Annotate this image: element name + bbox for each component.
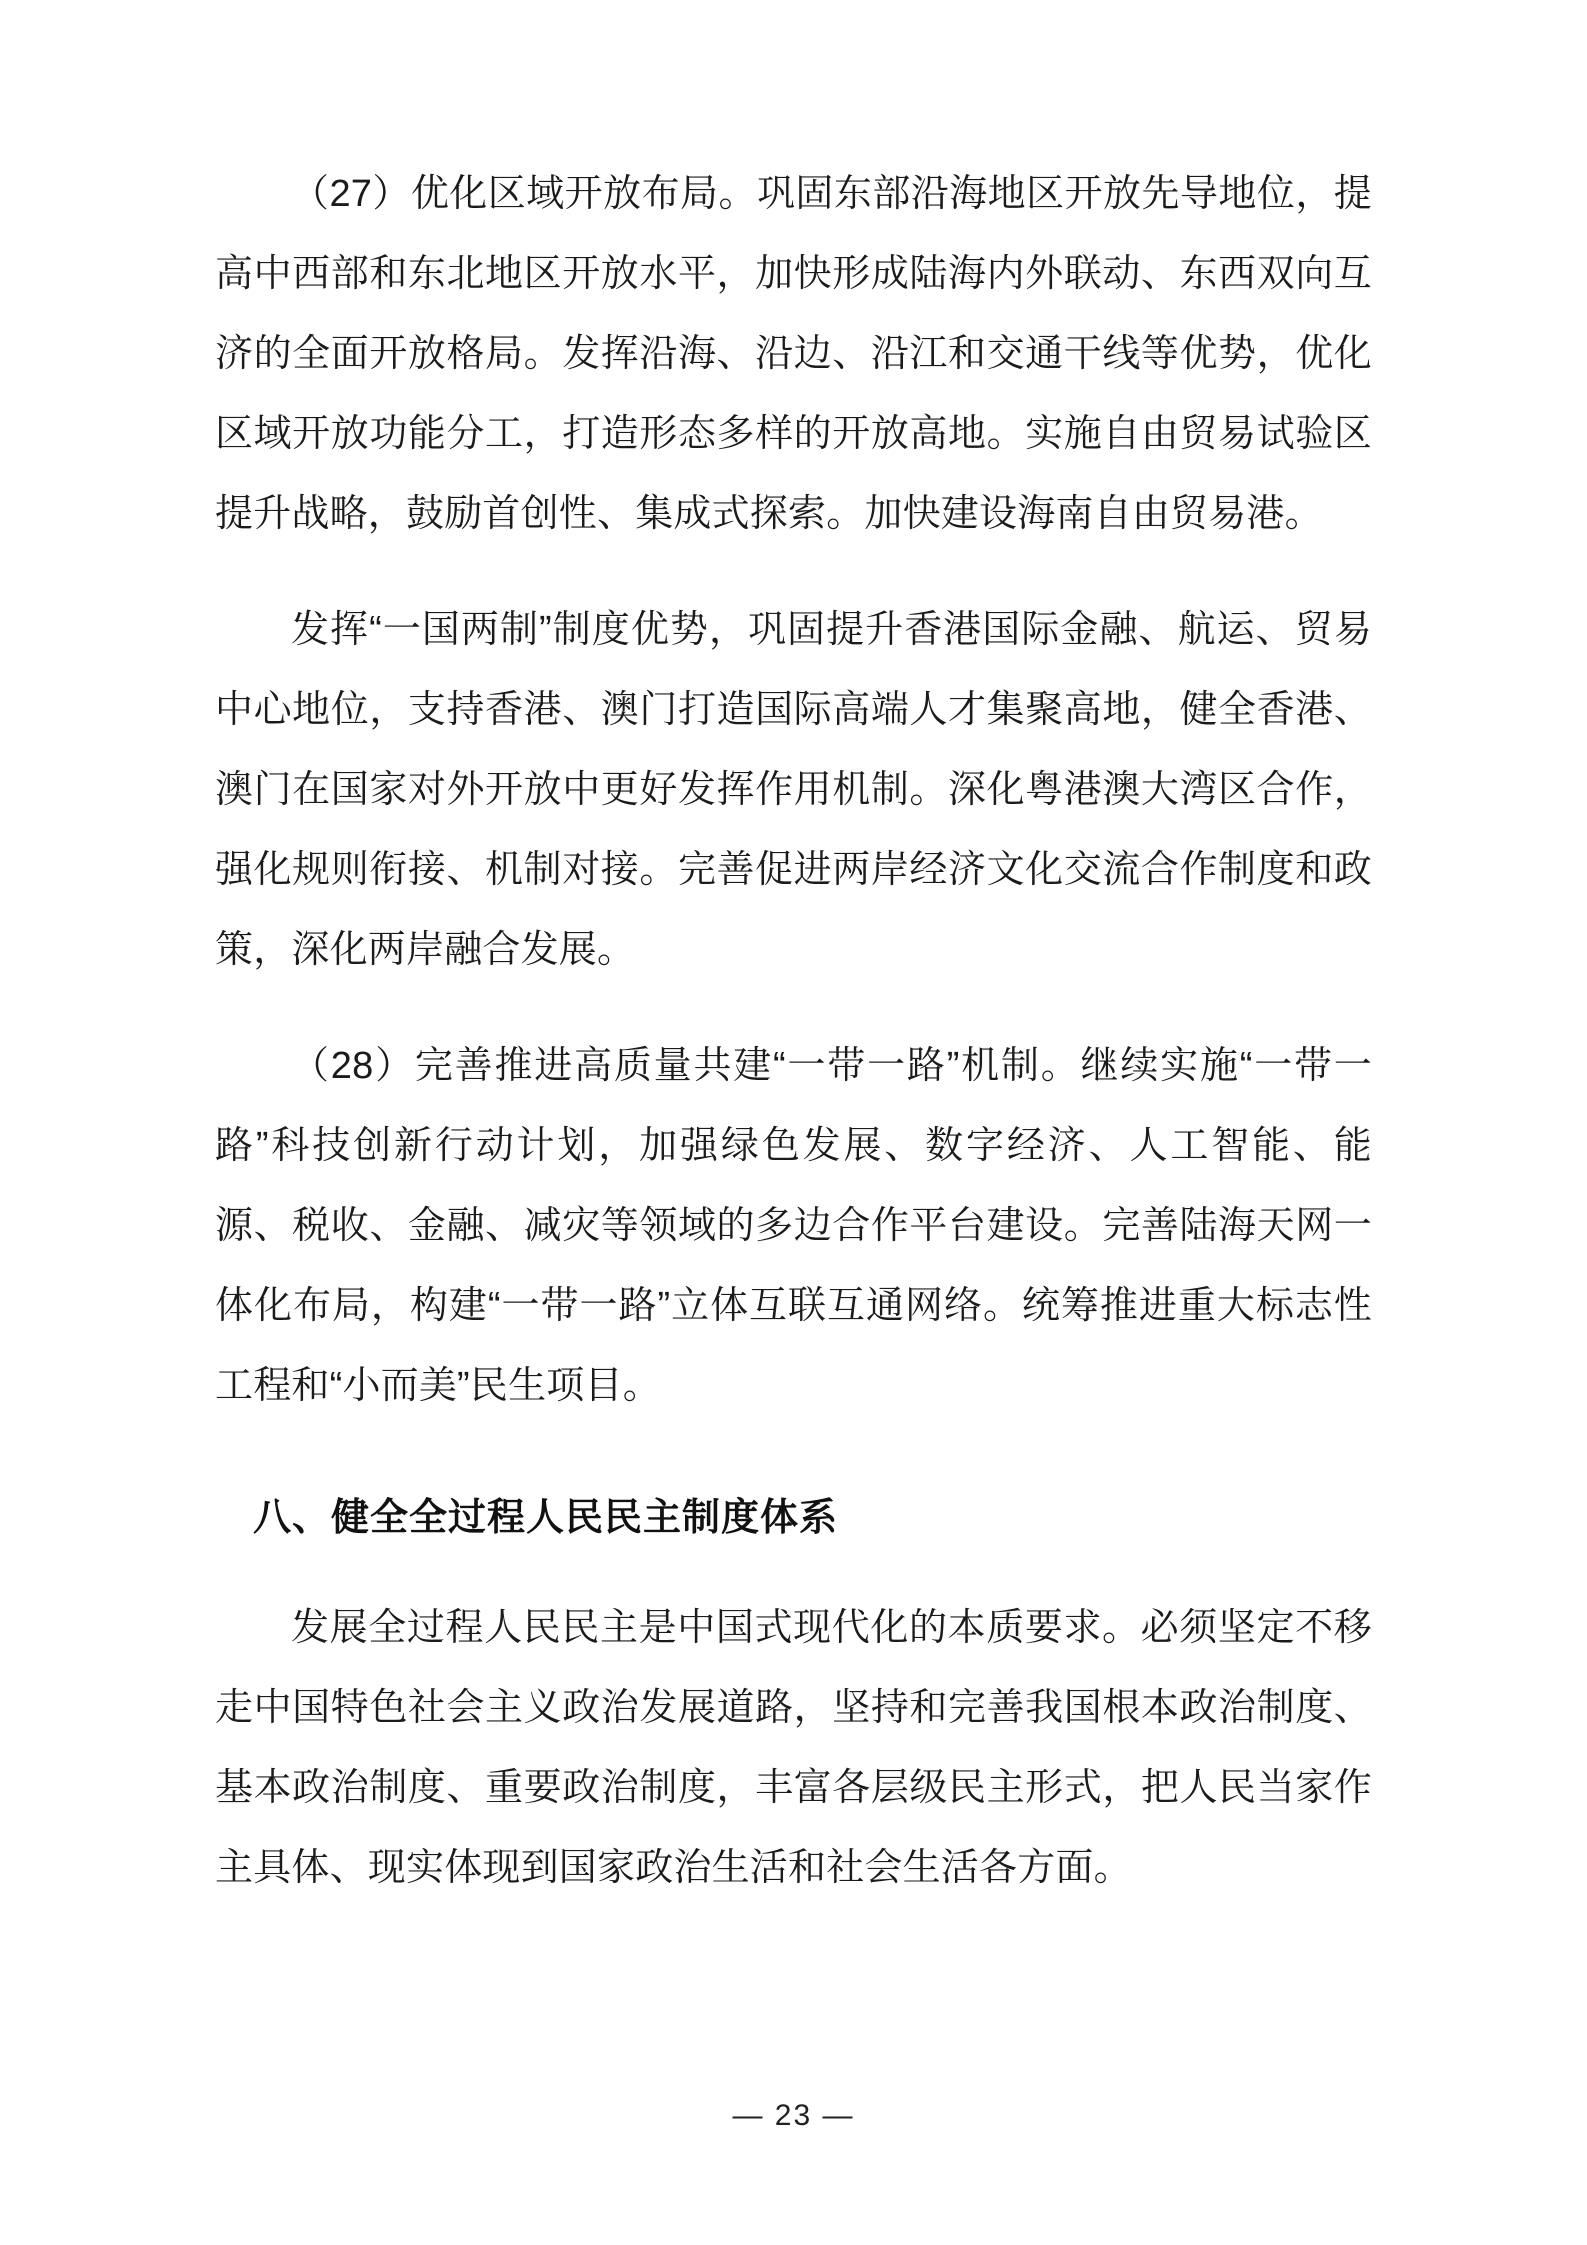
paragraph-28: （28）完善推进高质量共建“一带一路”机制。继续实施“一带一路”科技创新行动计划，加强绿色发展、数字经济、人工智能、能源、税收、金融、减灾等领域的多边合作平台建设。完善陆海天网一体化布局，构建“一带一路”立体互联互通网络。统筹推进重大标志性工程和“小而美”民生项目。 <box>215 1045 1372 1407</box>
page-number: — 23 — <box>732 2099 855 2132</box>
paragraph-hong-kong-macao: 发挥“一国两制”制度优势，巩固提升香港国际金融、航运、贸易中心地位，支持香港、澳门打造国际高端人才集聚高地，健全香港、澳门在国家对外开放中更好发挥作用机制。深化粤港澳大湾区合作，强化规则衔接、机制对接。完善促进两岸经济文化交流合作制度和政策，深化两岸融合发展。 <box>215 609 1372 971</box>
section-heading-eight: 八、健全全过程人民民主制度体系 <box>253 1497 839 1539</box>
paragraph-27: （27）优化区域开放布局。巩固东部沿海地区开放先导地位，提高中西部和东北地区开放水平，加快形成陆海内外联动、东西双向互济的全面开放格局。发挥沿海、沿边、沿江和交通干线等优势，优化区域开放功能分工，打造形态多样的开放高地。实施自由贸易试验区提升战略，鼓励首创性、集成式探索。加快建设海南自由贸易港。 <box>215 173 1372 535</box>
paragraph-whole-process-democracy: 发展全过程人民民主是中国式现代化的本质要求。必须坚定不移走中国特色社会主义政治发展道路，坚持和完善我国根本政治制度、基本政治制度、重要政治制度，丰富各层级民主形式，把人民当家作主具体、现实体现到国家政治生活和社会生活各方面。 <box>215 1607 1372 1889</box>
